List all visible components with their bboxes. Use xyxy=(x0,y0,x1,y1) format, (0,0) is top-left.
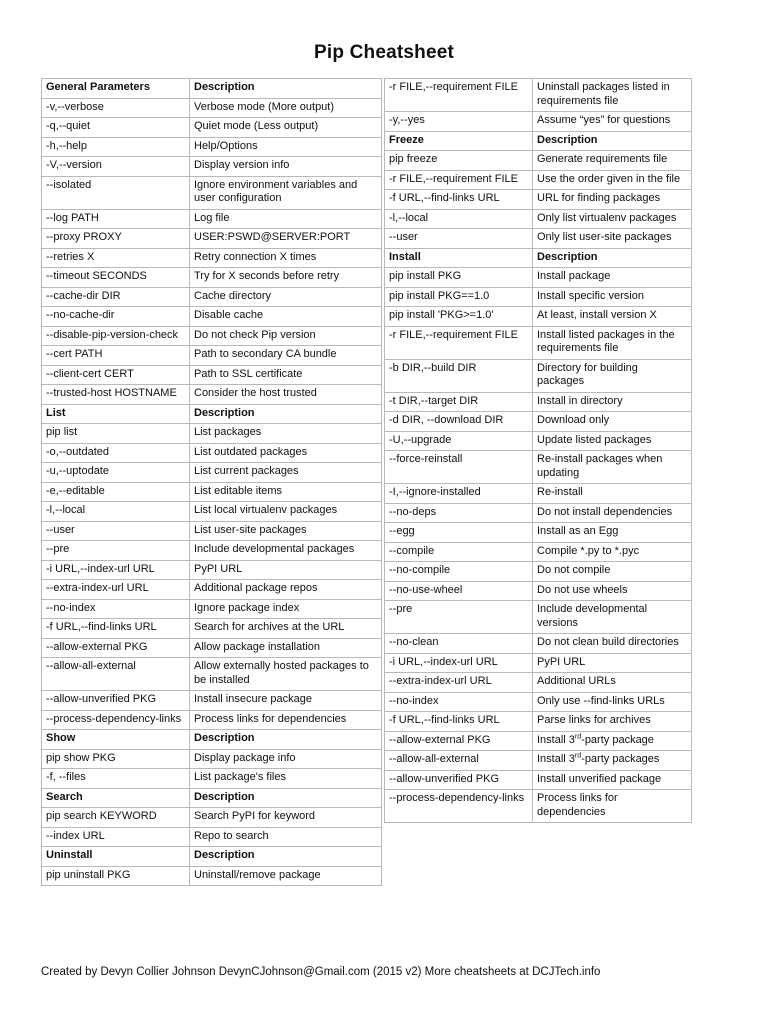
table-row xyxy=(385,712,692,732)
table-row xyxy=(385,287,692,307)
table-row xyxy=(42,541,382,561)
section-title: Uninstall xyxy=(42,847,190,867)
command-cell: -U,--upgrade xyxy=(385,431,533,451)
command-cell: pip install 'PKG>=1.0' xyxy=(385,307,533,327)
table-row xyxy=(42,118,382,138)
description-cell: Install insecure package xyxy=(190,691,382,711)
command-cell: --allow-external PKG xyxy=(42,638,190,658)
command-cell: --timeout SECONDS xyxy=(42,268,190,288)
command-cell: --client-cert CERT xyxy=(42,365,190,385)
description-cell: List outdated packages xyxy=(190,443,382,463)
description-cell: List user-site packages xyxy=(190,521,382,541)
command-cell: --allow-all-external xyxy=(42,658,190,691)
command-cell: pip show PKG xyxy=(42,749,190,769)
right-cheatsheet-table xyxy=(384,78,692,823)
table-row xyxy=(42,287,382,307)
command-cell: -r FILE,--requirement FILE xyxy=(385,79,533,112)
command-cell: -b DIR,--build DIR xyxy=(385,359,533,392)
command-cell: --no-index xyxy=(385,692,533,712)
description-cell: At least, install version X xyxy=(533,307,692,327)
description-heading: Description xyxy=(190,730,382,750)
command-cell: -i URL,--index-url URL xyxy=(42,560,190,580)
description-cell: Install specific version xyxy=(533,287,692,307)
section-header-row xyxy=(42,847,382,867)
table-row xyxy=(385,190,692,210)
command-cell: --pre xyxy=(385,601,533,634)
command-cell: -I,--ignore-installed xyxy=(385,484,533,504)
table-row xyxy=(385,431,692,451)
table-row xyxy=(42,424,382,444)
command-cell: -l,--local xyxy=(385,209,533,229)
description-cell: Additional URLs xyxy=(533,673,692,693)
table-row xyxy=(42,580,382,600)
description-cell: Cache directory xyxy=(190,287,382,307)
description-cell: Include developmental packages xyxy=(190,541,382,561)
description-cell: Path to SSL certificate xyxy=(190,365,382,385)
table-row xyxy=(42,619,382,639)
table-row xyxy=(42,658,382,691)
description-cell: Uninstall packages listed in requirements file xyxy=(533,79,692,112)
table-row xyxy=(385,392,692,412)
description-cell: Compile *.py to *.pyc xyxy=(533,542,692,562)
description-cell: Do not use wheels xyxy=(533,581,692,601)
description-cell: Only use --find-links URLs xyxy=(533,692,692,712)
description-cell: Install unverified package xyxy=(533,770,692,790)
table-row xyxy=(42,808,382,828)
description-cell: Parse links for archives xyxy=(533,712,692,732)
table-row xyxy=(42,268,382,288)
description-cell: List package's files xyxy=(190,769,382,789)
table-row xyxy=(385,692,692,712)
table-row xyxy=(42,769,382,789)
table-row xyxy=(385,634,692,654)
description-heading: Description xyxy=(190,847,382,867)
command-cell: -e,--editable xyxy=(42,482,190,502)
table-row xyxy=(42,346,382,366)
description-cell: Search for archives at the URL xyxy=(190,619,382,639)
table-row xyxy=(42,385,382,405)
table-row xyxy=(42,307,382,327)
command-cell: --cache-dir DIR xyxy=(42,287,190,307)
footer-credit: Created by Devyn Collier Johnson DevynCJohnson@Gmail.com (2015 v2) More cheatsheets at DCJTech.info xyxy=(41,966,601,978)
section-header-row xyxy=(42,788,382,808)
command-cell: -r FILE,--requirement FILE xyxy=(385,170,533,190)
command-cell: --allow-all-external xyxy=(385,751,533,771)
description-cell: Generate requirements file xyxy=(533,151,692,171)
table-row xyxy=(42,710,382,730)
description-cell: Install listed packages in the requirements file xyxy=(533,326,692,359)
description-cell: Log file xyxy=(190,209,382,229)
table-row xyxy=(42,560,382,580)
table-row xyxy=(42,137,382,157)
section-title: Search xyxy=(42,788,190,808)
command-cell: -v,--verbose xyxy=(42,98,190,118)
command-cell: -l,--local xyxy=(42,502,190,522)
table-row xyxy=(385,268,692,288)
description-cell: Download only xyxy=(533,412,692,432)
command-cell: pip search KEYWORD xyxy=(42,808,190,828)
table-row xyxy=(385,601,692,634)
description-cell: Assume “yes” for questions xyxy=(533,112,692,132)
command-cell: --pre xyxy=(42,541,190,561)
description-cell: PyPI URL xyxy=(190,560,382,580)
command-cell: --no-index xyxy=(42,599,190,619)
description-cell: Process links for dependencies xyxy=(190,710,382,730)
page-title: Pip Cheatsheet xyxy=(313,42,455,63)
description-cell: Use the order given in the file xyxy=(533,170,692,190)
table-row xyxy=(385,523,692,543)
description-cell: Do not install dependencies xyxy=(533,503,692,523)
table-row xyxy=(42,463,382,483)
table-row xyxy=(385,451,692,484)
table-row xyxy=(42,443,382,463)
description-cell: Re-install packages when updating xyxy=(533,451,692,484)
command-cell: -f URL,--find-links URL xyxy=(385,190,533,210)
table-row xyxy=(385,673,692,693)
description-heading: Description xyxy=(190,79,382,99)
table-row xyxy=(42,248,382,268)
description-cell: Verbose mode (More output) xyxy=(190,98,382,118)
description-cell: Disable cache xyxy=(190,307,382,327)
command-cell: --log PATH xyxy=(42,209,190,229)
description-cell: Quiet mode (Less output) xyxy=(190,118,382,138)
description-cell: Install package xyxy=(533,268,692,288)
description-cell: Search PyPI for keyword xyxy=(190,808,382,828)
table-row xyxy=(385,79,692,112)
command-cell: --extra-index-url URL xyxy=(42,580,190,600)
description-cell: Re-install xyxy=(533,484,692,504)
description-cell: Ignore environment variables and user configuration xyxy=(190,176,382,209)
table-row xyxy=(385,503,692,523)
table-row xyxy=(385,484,692,504)
description-heading: Description xyxy=(533,248,692,268)
table-row xyxy=(385,751,692,771)
section-header-row xyxy=(385,248,692,268)
left-cheatsheet-table xyxy=(41,78,382,886)
table-row xyxy=(385,412,692,432)
description-cell: Only list virtualenv packages xyxy=(533,209,692,229)
command-cell: -f URL,--find-links URL xyxy=(385,712,533,732)
table-row xyxy=(42,176,382,209)
section-title: General Parameters xyxy=(42,79,190,99)
command-cell: -y,--yes xyxy=(385,112,533,132)
table-row xyxy=(42,326,382,346)
command-cell: --isolated xyxy=(42,176,190,209)
command-cell: -h,--help xyxy=(42,137,190,157)
description-cell: Install 3rd-party packages xyxy=(533,751,692,771)
command-cell: --compile xyxy=(385,542,533,562)
command-cell: -o,--outdated xyxy=(42,443,190,463)
description-cell: Help/Options xyxy=(190,137,382,157)
table-row xyxy=(385,731,692,751)
command-cell: --no-cache-dir xyxy=(42,307,190,327)
command-cell: --user xyxy=(42,521,190,541)
description-cell: List editable items xyxy=(190,482,382,502)
description-cell: Path to secondary CA bundle xyxy=(190,346,382,366)
table-row xyxy=(42,599,382,619)
description-cell: Additional package repos xyxy=(190,580,382,600)
command-cell: pip uninstall PKG xyxy=(42,866,190,886)
command-cell: --index URL xyxy=(42,827,190,847)
description-cell: List current packages xyxy=(190,463,382,483)
table-row xyxy=(42,482,382,502)
table-row xyxy=(385,542,692,562)
section-title: Install xyxy=(385,248,533,268)
table-row xyxy=(385,790,692,823)
description-heading: Description xyxy=(533,131,692,151)
command-cell: -f, --files xyxy=(42,769,190,789)
description-heading: Description xyxy=(190,404,382,424)
description-cell: Display version info xyxy=(190,157,382,177)
description-cell: Only list user-site packages xyxy=(533,229,692,249)
description-cell: Install 3rd-party package xyxy=(533,731,692,751)
table-row xyxy=(42,229,382,249)
description-cell: Directory for building packages xyxy=(533,359,692,392)
command-cell: -u,--uptodate xyxy=(42,463,190,483)
command-cell: --no-use-wheel xyxy=(385,581,533,601)
command-cell: -V,--version xyxy=(42,157,190,177)
table-row xyxy=(385,112,692,132)
command-cell: --no-deps xyxy=(385,503,533,523)
description-cell: List local virtualenv packages xyxy=(190,502,382,522)
command-cell: --allow-unverified PKG xyxy=(385,770,533,790)
description-cell: Process links for dependencies xyxy=(533,790,692,823)
table-row xyxy=(42,638,382,658)
table-row xyxy=(42,157,382,177)
description-cell: Retry connection X times xyxy=(190,248,382,268)
description-cell: Do not check Pip version xyxy=(190,326,382,346)
command-cell: --retries X xyxy=(42,248,190,268)
description-cell: Do not clean build directories xyxy=(533,634,692,654)
section-header-row xyxy=(42,79,382,99)
right-column xyxy=(384,78,692,823)
description-cell: Repo to search xyxy=(190,827,382,847)
table-row xyxy=(42,521,382,541)
description-cell: Uninstall/remove package xyxy=(190,866,382,886)
command-cell: pip list xyxy=(42,424,190,444)
command-cell: --user xyxy=(385,229,533,249)
description-cell: Install in directory xyxy=(533,392,692,412)
description-cell: Install as an Egg xyxy=(533,523,692,543)
description-cell: URL for finding packages xyxy=(533,190,692,210)
command-cell: -f URL,--find-links URL xyxy=(42,619,190,639)
command-cell: -q,--quiet xyxy=(42,118,190,138)
command-cell: --egg xyxy=(385,523,533,543)
table-row xyxy=(385,307,692,327)
table-row xyxy=(385,326,692,359)
command-cell: --no-clean xyxy=(385,634,533,654)
table-row xyxy=(385,581,692,601)
table-row xyxy=(385,151,692,171)
section-header-row xyxy=(42,730,382,750)
ordinal-suffix: rd xyxy=(574,752,582,760)
command-cell: -d DIR, --download DIR xyxy=(385,412,533,432)
table-row xyxy=(42,749,382,769)
description-cell: Try for X seconds before retry xyxy=(190,268,382,288)
description-cell: PyPI URL xyxy=(533,653,692,673)
section-title: List xyxy=(42,404,190,424)
section-title: Freeze xyxy=(385,131,533,151)
table-row xyxy=(42,98,382,118)
command-cell: -i URL,--index-url URL xyxy=(385,653,533,673)
table-row xyxy=(42,827,382,847)
command-cell: -r FILE,--requirement FILE xyxy=(385,326,533,359)
description-cell: Ignore package index xyxy=(190,599,382,619)
table-row xyxy=(42,866,382,886)
description-cell: Allow package installation xyxy=(190,638,382,658)
command-cell: --proxy PROXY xyxy=(42,229,190,249)
table-row xyxy=(385,653,692,673)
command-cell: --allow-unverified PKG xyxy=(42,691,190,711)
command-cell: --no-compile xyxy=(385,562,533,582)
section-header-row xyxy=(42,404,382,424)
command-cell: --trusted-host HOSTNAME xyxy=(42,385,190,405)
description-cell: Allow externally hosted packages to be installed xyxy=(190,658,382,691)
ordinal-suffix: rd xyxy=(574,732,582,740)
section-title: Show xyxy=(42,730,190,750)
table-row xyxy=(385,209,692,229)
table-row xyxy=(42,691,382,711)
description-cell: Display package info xyxy=(190,749,382,769)
command-cell: --force-reinstall xyxy=(385,451,533,484)
table-row xyxy=(385,562,692,582)
description-cell: USER:PSWD@SERVER:PORT xyxy=(190,229,382,249)
table-row xyxy=(385,770,692,790)
command-cell: pip freeze xyxy=(385,151,533,171)
table-row xyxy=(42,209,382,229)
command-cell: -t DIR,--target DIR xyxy=(385,392,533,412)
description-cell: List packages xyxy=(190,424,382,444)
description-heading: Description xyxy=(190,788,382,808)
command-cell: pip install PKG xyxy=(385,268,533,288)
table-row xyxy=(42,502,382,522)
command-cell: --disable-pip-version-check xyxy=(42,326,190,346)
description-cell: Include developmental versions xyxy=(533,601,692,634)
left-column xyxy=(41,78,382,886)
command-cell: --cert PATH xyxy=(42,346,190,366)
description-cell: Do not compile xyxy=(533,562,692,582)
table-row xyxy=(42,365,382,385)
section-header-row xyxy=(385,131,692,151)
table-row xyxy=(385,359,692,392)
table-row xyxy=(385,229,692,249)
command-cell: --allow-external PKG xyxy=(385,731,533,751)
command-cell: pip install PKG==1.0 xyxy=(385,287,533,307)
command-cell: --process-dependency-links xyxy=(42,710,190,730)
command-cell: --process-dependency-links xyxy=(385,790,533,823)
command-cell: --extra-index-url URL xyxy=(385,673,533,693)
description-cell: Update listed packages xyxy=(533,431,692,451)
description-cell: Consider the host trusted xyxy=(190,385,382,405)
table-row xyxy=(385,170,692,190)
